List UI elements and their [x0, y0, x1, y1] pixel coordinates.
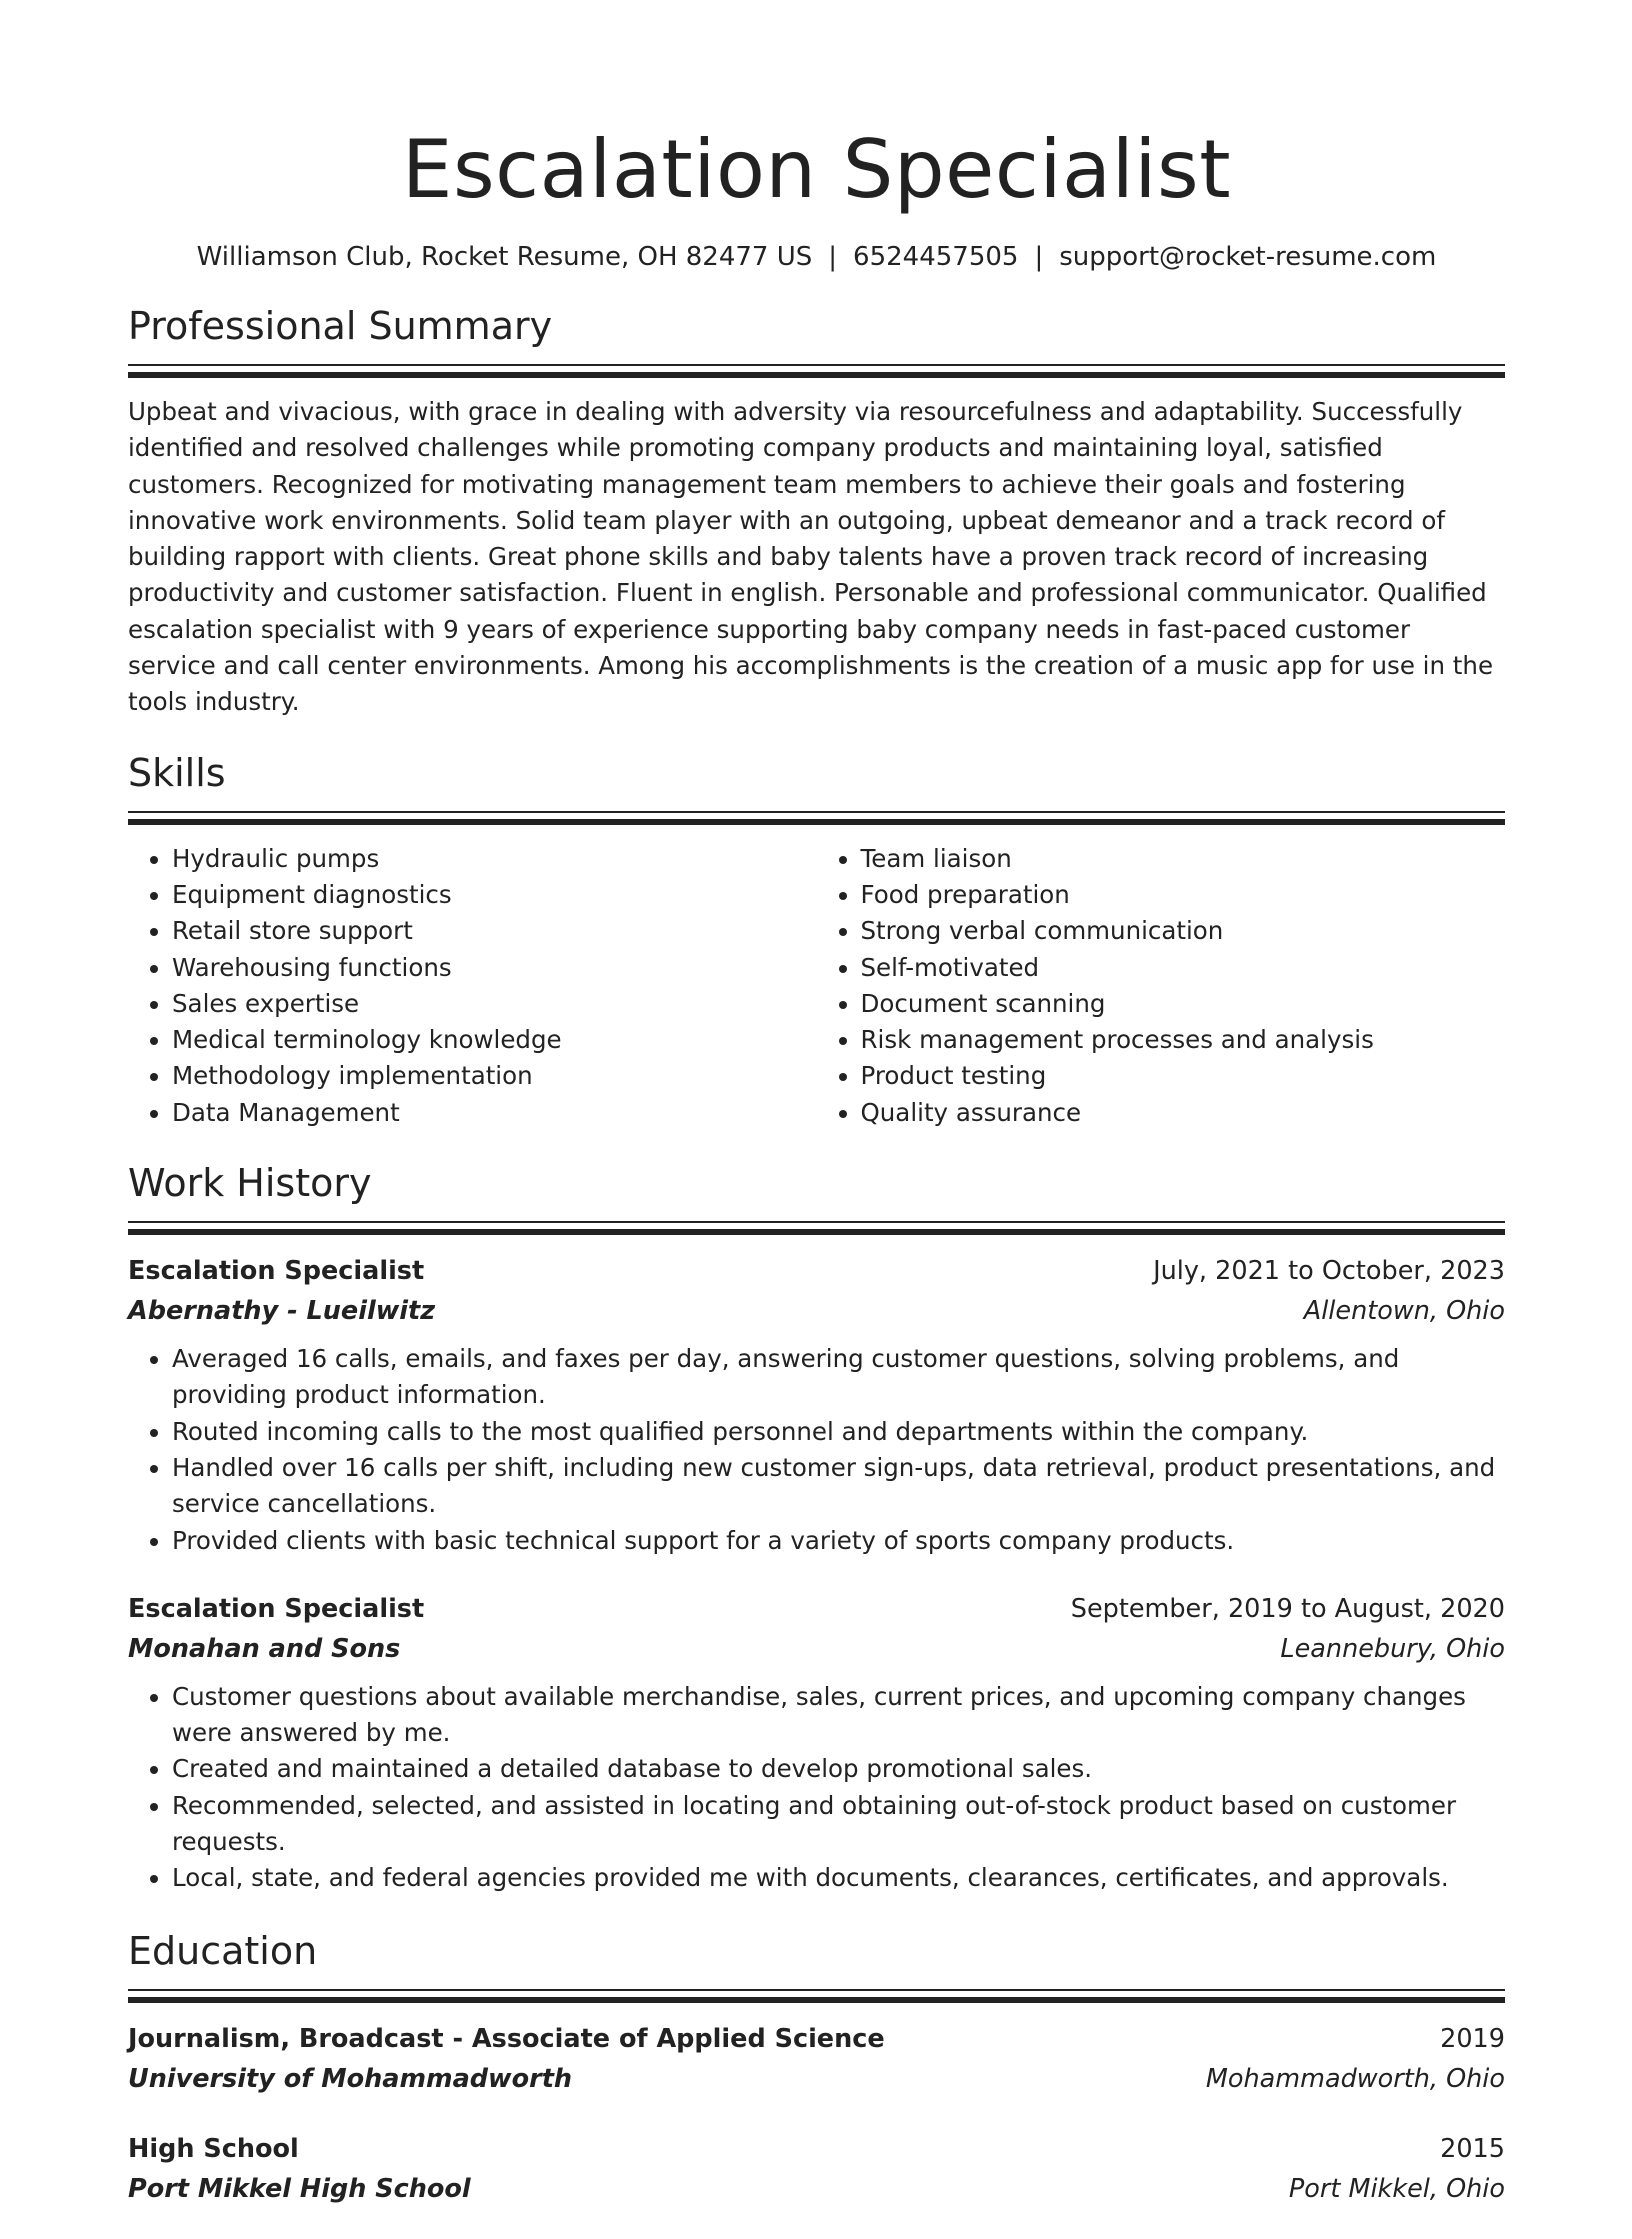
skill-item: • Equipment diagnostics	[172, 877, 817, 913]
skill-item: • Team liaison	[861, 841, 1506, 877]
skill-item: • Sales expertise	[172, 986, 817, 1022]
section-divider	[128, 1989, 1505, 2003]
education-school-row	[128, 2169, 1505, 2209]
section-divider	[128, 364, 1505, 378]
resume-page	[128, 0, 1505, 2239]
skill-item: • Hydraulic pumps	[172, 841, 817, 877]
job-bullet: • Routed incoming calls to the most qualified personnel and departments within the company.	[172, 1414, 1505, 1450]
education-header-row	[128, 2019, 1505, 2059]
education-entry	[128, 2129, 1505, 2209]
summary-section	[128, 302, 1505, 721]
job-location: Leannebury, Ohio	[1280, 1633, 1505, 1664]
skill-item: • Retail store support	[172, 913, 817, 949]
job-bullet: • Created and maintained a detailed database to develop promotional sales.	[172, 1751, 1505, 1787]
summary-text: Upbeat and vivacious, with grace in dealing with adversity via resourcefulness and adaptability. Successfully identified and resolved challenges while promoting company products and maintaining loyal, satisfied customers. Recognized for motivating management team members to achieve their goals and fostering innovative work environments. Solid team player with an outgoing, upbeat demeanor and a track record of building rapport with clients. Great phone skills and baby talents have a proven track record of increasing productivity and customer satisfaction. Fluent in english. Personable and professional communicator. Qualified escalation specialist with 9 years of experience supporting baby company needs in fast-paced customer service and call center environments. Among his accomplishments is the creation of a music app for use in the tools industry.	[128, 397, 1494, 717]
job-bullet: • Recommended, selected, and assisted in locating and obtaining out-of-stock product based on customer requests.	[172, 1788, 1505, 1861]
resume-name-heading: Escalation Specialist	[401, 123, 1232, 216]
skills-columns	[128, 841, 1505, 1131]
skills-section	[128, 749, 1505, 1131]
job-title: Escalation Specialist	[128, 1593, 425, 1624]
job-dates: September, 2019 to August, 2020	[1070, 1593, 1505, 1624]
education-year: 2015	[1440, 2133, 1505, 2164]
education-school-row	[128, 2059, 1505, 2099]
job-header-row	[128, 1251, 1505, 1291]
contact-line	[128, 240, 1505, 274]
job-bullets	[128, 1679, 1505, 1897]
contact-email: support@rocket-resume.com	[1059, 242, 1437, 272]
education-section	[128, 1927, 1505, 2209]
job-dates: July, 2021 to October, 2023	[1153, 1256, 1505, 1287]
work-history-title: Work History	[128, 1161, 372, 1206]
job-location: Allentown, Ohio	[1303, 1296, 1505, 1327]
skill-item: • Medical terminology knowledge	[172, 1022, 817, 1058]
work-history-section	[128, 1159, 1505, 1897]
section-divider	[128, 811, 1505, 825]
contact-separator: |	[828, 242, 838, 272]
education-location: Mohammadworth, Ohio	[1205, 2063, 1505, 2094]
skill-item: • Strong verbal communication	[861, 913, 1506, 949]
education-header-row	[128, 2129, 1505, 2169]
education-school: University of Mohammadworth	[128, 2063, 573, 2094]
skill-item: • Quality assurance	[861, 1095, 1506, 1131]
job-bullet: • Provided clients with basic technical support for a variety of sports company products.	[172, 1523, 1505, 1559]
education-degree: High School	[128, 2133, 299, 2164]
job-bullet: • Averaged 16 calls, emails, and faxes per day, answering customer questions, solving problems, and providing product information.	[172, 1341, 1505, 1414]
job-company-row	[128, 1291, 1505, 1331]
skill-item: • Methodology implementation	[172, 1058, 817, 1094]
education-degree: Journalism, Broadcast - Associate of Applied Science	[128, 2023, 885, 2054]
skill-item: • Data Management	[172, 1095, 817, 1131]
job-bullets	[128, 1341, 1505, 1559]
job-bullet: • Local, state, and federal agencies provided me with documents, clearances, certificates, and approvals.	[172, 1860, 1505, 1896]
job-bullet: • Handled over 16 calls per shift, including new customer sign-ups, data retrieval, product presentations, and service cancellations.	[172, 1450, 1505, 1523]
education-entry	[128, 2019, 1505, 2099]
job-company: Monahan and Sons	[128, 1633, 401, 1664]
job-bullet: • Customer questions about available merchandise, sales, current prices, and upcoming company changes were answered by me.	[172, 1679, 1505, 1752]
skill-item: • Product testing	[861, 1058, 1506, 1094]
job-entry	[128, 1589, 1505, 1897]
job-title: Escalation Specialist	[128, 1256, 425, 1287]
education-school: Port Mikkel High School	[128, 2173, 471, 2204]
section-divider	[128, 1221, 1505, 1235]
skill-item: • Food preparation	[861, 877, 1506, 913]
education-title: Education	[128, 1928, 318, 1973]
job-entry	[128, 1251, 1505, 1559]
education-location: Port Mikkel, Ohio	[1288, 2173, 1505, 2204]
skill-item: • Risk management processes and analysis	[861, 1022, 1506, 1058]
summary-title: Professional Summary	[128, 304, 553, 348]
skills-title: Skills	[128, 750, 226, 795]
contact-separator: |	[1034, 242, 1044, 272]
contact-address: Williamson Club, Rocket Resume, OH 82477 US	[196, 242, 813, 272]
education-year: 2019	[1440, 2023, 1505, 2054]
skill-item: • Warehousing functions	[172, 950, 817, 986]
job-company: Abernathy - Lueilwitz	[128, 1296, 436, 1327]
job-company-row	[128, 1629, 1505, 1669]
job-header-row	[128, 1589, 1505, 1629]
skill-item: • Document scanning	[861, 986, 1506, 1022]
contact-phone: 6524457505	[853, 242, 1019, 272]
skills-list-left	[128, 841, 817, 1131]
skills-list-right	[817, 841, 1506, 1131]
skill-item: • Self-motivated	[861, 950, 1506, 986]
